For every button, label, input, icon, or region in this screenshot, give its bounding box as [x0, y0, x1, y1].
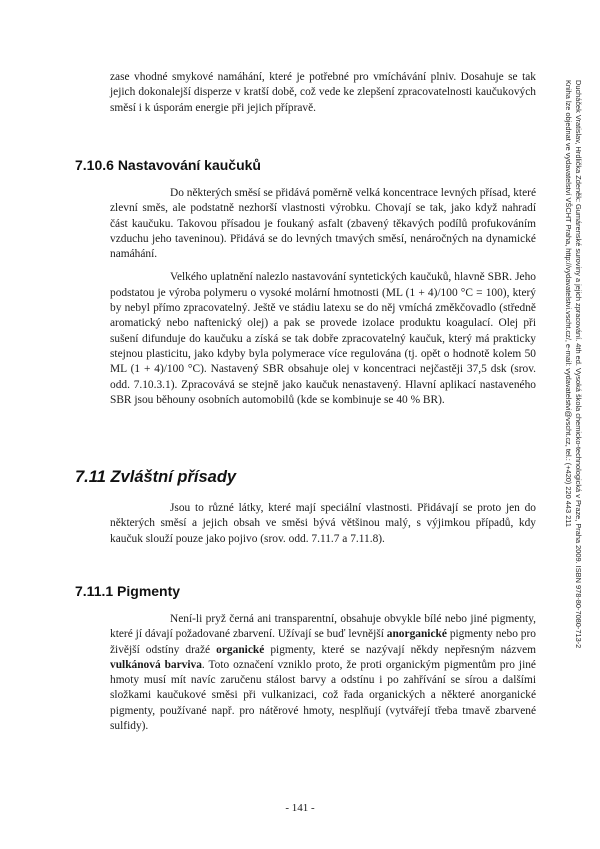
bold-term: anorganické: [386, 628, 447, 641]
text-run: pigmenty nebo pro živější odstíny dražé: [110, 628, 536, 656]
paragraph: Velkého uplatnění nalezlo nastavování syntetických kaučuků, hlavně SBR. Jeho podstatou je výroba polymeru o vysoké molární hmotnosti (ML (1 + 4)/100 °C = 100), který by nebyl přímo zpracovatelný. Ještě ve stádiu latexu se do něj vmíchá změkčovadlo (středně aromatický nebo naftenický olej) a pak se provede izolace produktu koagulací. Olej při sušení difunduje do kaučuku a získá se tak dobře zpracovatelný kaučuk, který má prakticky stejnou plasticitu, jako kdyby byla polymerace více regulována (tj. opět o hodnotě kolem 50 ML (1 + 4)/100 °C). Nastavený SBR obsahuje olej v koncentraci nejčastěji 37,5 dsk (srov. odd. 7.10.3.1). Zpracovává se stejně jako kaučuk nenastavený. Hlavní aplikací nastaveného SBR jsou běhouny osobních automobilů (kde se kombinuje se 40 % BR).: [110, 271, 536, 406]
heading-7-10-6: 7.10.6 Nastavování kaučuků: [75, 157, 261, 173]
section-7-11-1-body: [110, 612, 536, 734]
heading-7-11-1: 7.11.1 Pigmenty: [75, 583, 181, 599]
page-number: - 141 -: [285, 802, 315, 814]
bold-term: vulkánová barviva: [110, 658, 202, 671]
paragraph: Jsou to různé látky, které mají speciální vlastnosti. Přidávají se proto jen do některých směsí a jejich obsah ve směsi bývá většinou malý, s výjimkou případů, kdy kaučuk slouží pouze jako pojivo (srov. odd. 7.11.7 a 7.11.8).: [110, 502, 536, 545]
paragraph: Do některých směsí se přidává poměrně velká koncentrace levných přísad, které zlevní směs, ale podstatně nezhorší vlastnosti výrobku. Chovají se tak, jako když nahradí část kaučuku. Takovou přísadou je foukaný asfalt (zbavený těkavých podílů profukováním vzduchu jeho taveninou). Přidává se do levných tmavých směsí, nenáročných na dynamické namáhání.: [110, 187, 536, 261]
section-7-11-body: [110, 501, 536, 547]
intro-paragraph-block: [110, 70, 536, 116]
text-run: pigmenty, které se nazývají někdy nepřesným názvem: [264, 643, 536, 656]
paragraph: [110, 612, 536, 734]
side-citation: [543, 80, 583, 680]
side-citation-text: [563, 80, 583, 680]
citation-line: Kniha lze objednat ve vydavatelství VŠCHT Praha, http://vydavatelstvi.vscht.cz/, e-mail: vydavatelstvi@vscht.cz, tel.: (+420) 220 443 211: [564, 80, 573, 527]
citation-line: Ducháček Vratislav, Hrdlička Zdeněk: Gumárenské suroviny a jejich zpracování. 4th ed. Vysoká škola chemicko-technologická v Praze, Praha 2009. ISBN 978-80-7080-713-2: [574, 80, 583, 649]
text-run: Není-li pryž černá ani transparentní, obsahuje obvykle bílé nebo jiné pigmenty, které jí dávají požadované zbarvení. Užívají se buď levnější: [110, 613, 536, 641]
bold-term: organické: [216, 643, 265, 656]
section-7-10-6-body: [110, 186, 536, 408]
intro-paragraph: zase vhodné smykové namáhání, které je potřebné pro vmíchávání plniv. Dosahuje se tak jejich dokonalejší disperze v kratší době, což vede ke zlepšení zpracovatelnosti kaučukových směsí i k úsporám energie při jejich přípravě.: [110, 71, 536, 114]
heading-7-11: 7.11 Zvláštní přísady: [75, 468, 237, 486]
text-run: . Toto označení vzniklo proto, že proti organickým pigmentům pro jiné hmoty musí mít navíc zaručenu stálost barvy a odstínu i po zahřívání se sírou a dalšími složkami kaučukové směsi při vulkanizaci, což řada organických a některé anorganické pigmenty, používané např. pro nátěrové hmoty, nesplňují (vytvářejí třeba tmavě zbarvené sulfidy).: [110, 658, 536, 733]
